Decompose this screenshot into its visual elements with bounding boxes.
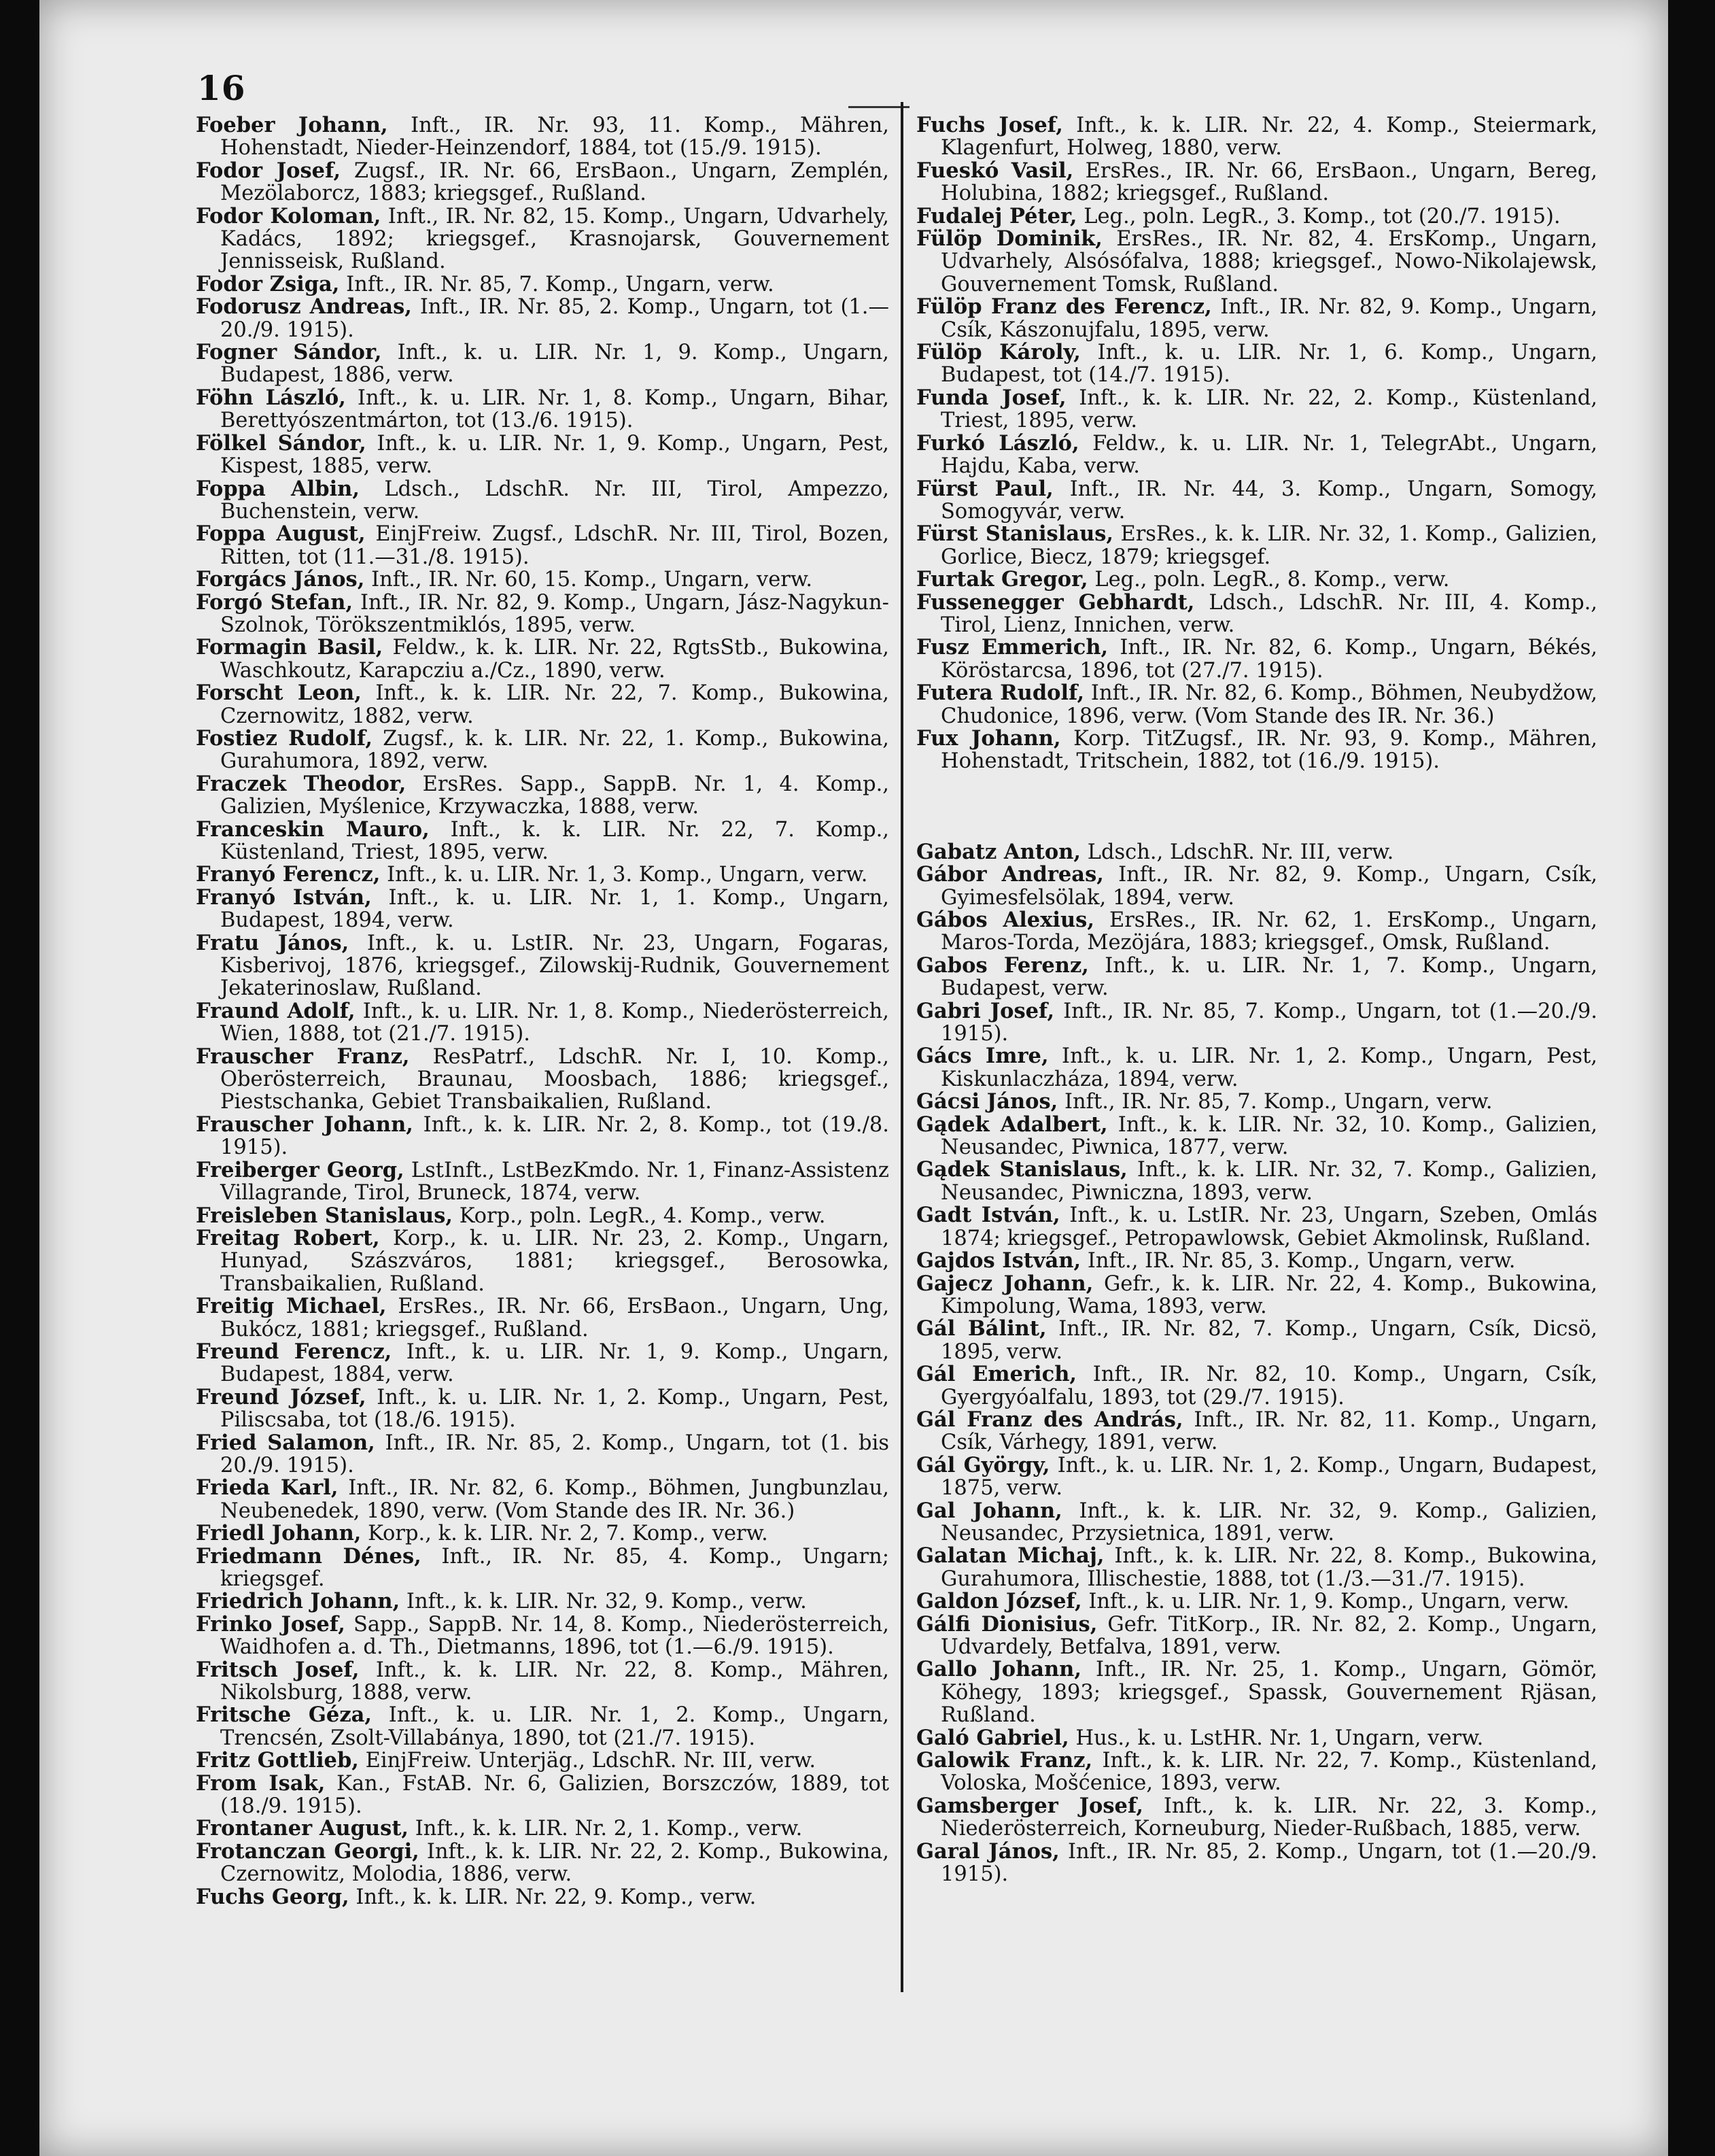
entry	[916, 1838, 1597, 1887]
entry	[916, 228, 1597, 296]
entry-name: Gábor Andreas,	[916, 862, 1104, 887]
entry	[916, 909, 1597, 955]
entry-name: Foppa Albin,	[196, 476, 360, 501]
entry	[196, 725, 889, 774]
entry-name: Galdon József,	[916, 1589, 1082, 1614]
entry	[916, 1727, 1597, 1749]
entry	[196, 341, 889, 387]
entry	[916, 1250, 1597, 1272]
entry-text: Inft., IR. Nr. 85, 7. Komp., Ungarn, verw.	[1064, 1090, 1493, 1114]
entry-text: Inft., IR. Nr. 25, 1. Komp., Ungarn, Gömör, Köhegy, 1893; kriegsgef., Spassk, Gouvernement Rjäsan, Rußland.	[941, 1658, 1598, 1728]
entry-name: Furtak Gregor,	[916, 567, 1088, 592]
entry-name: Gądek Stanislaus,	[916, 1157, 1128, 1182]
entry	[196, 589, 889, 637]
entry-text: Inft., IR. Nr. 82, 10. Komp., Ungarn, Csík, Gyergyóalfalu, 1893, tot (29./7. 1915).	[941, 1363, 1597, 1409]
entry-name: Föhn László,	[196, 385, 346, 410]
entry-name: Forgács János,	[196, 567, 365, 592]
entry-text: Inft., k. k. LIR. Nr. 32, 7. Komp., Galizien, Neusandec, Piwniczna, 1893, verw.	[941, 1158, 1598, 1205]
entry	[916, 1159, 1597, 1204]
entry-text: Inft., k. u. LIR. Nr. 1, 2. Komp., Ungarn, Pest, Kiskunlaczháza, 1894, verw.	[941, 1044, 1597, 1091]
entry-text: Feldw., k. k. LIR. Nr. 22, RgtsStb., Bukowina, Waschkoutz, Karapcziu a./Cz., 1890, verw.	[220, 636, 889, 683]
entry	[196, 636, 889, 682]
entry-name: Freisleben Stanislaus,	[196, 1203, 453, 1228]
entry	[196, 1205, 889, 1227]
entry	[916, 863, 1597, 909]
entry-text: Inft., k. u. LIR. Nr. 1, 2. Komp., Ungarn, Pest, Piliscsaba, tot (18./6. 1915).	[220, 1385, 889, 1433]
left-column	[196, 114, 889, 1909]
entry-name: Fodor Josef,	[196, 158, 341, 183]
entry-text: EinjFreiw. Zugsf., LdschR. Nr. III, Tirol, Bozen, Ritten, tot (11.—31./8. 1915).	[220, 522, 889, 569]
entry	[196, 387, 889, 432]
entry-name: Freund Ferencz,	[196, 1339, 392, 1364]
entry-name: Fritsche Géza,	[196, 1702, 373, 1728]
entry-name: Frontaner August,	[196, 1816, 409, 1841]
entry-name: Fux Johann,	[916, 725, 1061, 751]
entry-name: Frieda Karl,	[196, 1475, 339, 1501]
page-number: 16	[197, 68, 246, 108]
entry-name: Galatan Michaj,	[916, 1543, 1105, 1569]
entry	[916, 1613, 1597, 1659]
entry	[916, 1114, 1597, 1159]
entry-text: Inft., IR. Nr. 82, 6. Komp., Böhmen, Jungbunzlau, Neubenedek, 1890, verw. (Vom Stande des IR. Nr. 36.)	[220, 1476, 889, 1523]
entry	[916, 1749, 1597, 1795]
entry	[916, 589, 1597, 637]
entry-text: Inft., k. k. LIR. Nr. 22, 8. Komp., Bukowina, Gurahumora, Illischestie, 1888, tot (1./3.—31./7. 1915).	[941, 1544, 1597, 1591]
entry	[196, 1227, 889, 1295]
entry-text: Leg., poln. LegR., 8. Komp., verw.	[1094, 568, 1450, 592]
entry-text: Inft., IR. Nr. 85, 2. Komp., Ungarn, tot (1.—20./9. 1915).	[220, 295, 889, 342]
entry	[196, 1749, 889, 1772]
entry	[196, 432, 889, 478]
entry-name: Friedrich Johann,	[196, 1589, 400, 1614]
entry-name: Fuchs Josef,	[916, 113, 1063, 137]
entry	[196, 1046, 889, 1114]
entry-name: Frinko Josef,	[196, 1611, 345, 1637]
entry	[916, 1045, 1597, 1091]
entry-text: Inft., k. k. LIR. Nr. 32, 9. Komp., verw.	[406, 1590, 807, 1614]
entry-text: Inft., IR. Nr. 60, 15. Komp., Ungarn, verw.	[371, 568, 813, 592]
entry	[196, 1522, 889, 1545]
entry-name: Gallo Johann,	[916, 1657, 1081, 1682]
entry-text: Inft., k. k. LIR. Nr. 2, 8. Komp., tot (19./8. 1915).	[220, 1112, 889, 1160]
entry-text: ErsRes., IR. Nr. 66, ErsBaon., Ungarn, Ung, Bukócz, 1881; kriegsgef., Rußland.	[220, 1295, 890, 1341]
entry-name: Franyó Ferencz,	[196, 862, 381, 887]
entry-name: Fodorusz Andreas,	[196, 294, 412, 320]
entry-name: Gál Bálint,	[916, 1316, 1047, 1341]
entry-name: Fritsch Josef,	[196, 1657, 360, 1682]
entry	[916, 1409, 1597, 1454]
entry-text: Leg., poln. LegR., 3. Komp., tot (20./7. 1915).	[1084, 204, 1561, 228]
entry-text: Inft., IR. Nr. 82, 9. Komp., Ungarn, Csík, Kászonujfalu, 1895, verw.	[941, 295, 1597, 342]
entry-name: Fodor Zsiga,	[196, 271, 340, 296]
entry	[916, 114, 1597, 160]
entry	[916, 841, 1597, 863]
entry-name: Galowik Franz,	[916, 1748, 1093, 1773]
entry-name: Freund József,	[196, 1384, 366, 1409]
entry-text: Korp. TitZugsf., IR. Nr. 93, 9. Komp., Mähren, Hohenstadt, Tritschein, 1882, tot (16./9. 1915).	[941, 726, 1597, 774]
entry-text: Inft., k. k. LIR. Nr. 32, 10. Komp., Galizien, Neusandec, Piwnica, 1877, verw.	[941, 1112, 1597, 1160]
entry-name: Fülöp Károly,	[916, 340, 1081, 365]
entry-name: Fodor Koloman,	[196, 203, 381, 228]
entry-name: Fussenegger Gebhardt,	[916, 589, 1195, 615]
entry	[196, 296, 889, 341]
entry-name: Friedmann Dénes,	[196, 1543, 421, 1569]
entry-name: Fuchs Georg,	[196, 1884, 349, 1909]
entry-name: Fusz Emmerich,	[916, 635, 1109, 660]
entry-name: Freitag Robert,	[196, 1225, 380, 1250]
entry-name: Gajdos István,	[916, 1248, 1081, 1273]
entry-name: Galó Gabriel,	[916, 1725, 1069, 1750]
entry-name: Fritz Gottlieb,	[196, 1748, 359, 1773]
entry-name: Fratu János,	[196, 930, 349, 955]
entry	[196, 1817, 889, 1840]
entry-name: Frotanczan Georgi,	[196, 1838, 419, 1864]
entry-text: Gefr., k. k. LIR. Nr. 22, 4. Komp., Bukowina, Kimpolung, Wama, 1893, verw.	[941, 1271, 1597, 1318]
entry-text: Inft., IR. Nr. 85, 4. Komp., Ungarn; kriegsgef.	[220, 1544, 889, 1591]
entry	[196, 1545, 889, 1591]
entry	[196, 819, 889, 864]
entry	[196, 1838, 890, 1887]
entry	[916, 341, 1597, 387]
entry	[196, 205, 889, 273]
entry-text: Inft., IR. Nr. 82, 7. Komp., Ungarn, Csík, Dicsö, 1895, verw.	[941, 1317, 1597, 1364]
entry	[196, 1159, 889, 1205]
entry	[196, 1659, 889, 1705]
entry-name: Foppa August,	[196, 521, 366, 547]
entry	[916, 725, 1597, 774]
entry-name: Gál Franz des András,	[916, 1407, 1183, 1432]
entry	[196, 1295, 889, 1341]
entry-text: Inft., IR. Nr. 85, 7. Komp., Ungarn, tot (1.—20./9. 1915).	[941, 999, 1597, 1046]
entry-name: Franceskin Mauro,	[196, 817, 430, 842]
entry-name: Freiberger Georg,	[196, 1157, 404, 1182]
entry-text: Ldsch., LdschR. Nr. III, 4. Komp., Tirol, Lienz, Innichen, verw.	[941, 590, 1597, 637]
entry-name: Garal János,	[916, 1838, 1060, 1864]
entry	[916, 205, 1597, 228]
entry-text: Inft., IR. Nr. 82, 6. Komp., Ungarn, Békés, Köröstarcsa, 1896, tot (27./7. 1915).	[941, 636, 1597, 683]
entry-text: Inft., IR. Nr. 82, 11. Komp., Ungarn, Csík, Várhegy, 1891, verw.	[941, 1407, 1597, 1455]
entry-name: Formagin Basil,	[196, 635, 383, 660]
entry-text: Inft., IR. Nr. 82, 9. Komp., Ungarn, Jász-Nagykun-Szolnok, Törökszentmiklós, 1895, verw.	[220, 590, 889, 637]
entry-name: Gács Imre,	[916, 1044, 1049, 1069]
entry	[196, 523, 889, 568]
entry-text: ErsRes. Sapp., SappB. Nr. 1, 4. Komp., Galizien, Myślenice, Krzywaczka, 1888, verw.	[220, 772, 889, 819]
entry-text: ErsRes., IR. Nr. 82, 4. ErsKomp., Ungarn, Udvarhely, Alsósófalva, 1888; kriegsgef., Nowo-Nikolajewsk, Gouvernement Tomsk, Rußland.	[941, 227, 1597, 296]
entry-text: Inft., k. k. LIR. Nr. 22, 7. Komp., Küstenland, Triest, 1895, verw.	[220, 817, 889, 864]
entry-text: Inft., k. k. LIR. Nr. 22, 3. Komp., Niederösterreich, Korneuburg, Nieder-Rußbach, 1885, verw.	[941, 1794, 1597, 1841]
entry	[196, 1341, 889, 1386]
entry-text: Inft., k. k. LIR. Nr. 22, 7. Komp., Küstenland, Voloska, Mošćenice, 1893, verw.	[941, 1749, 1598, 1796]
entry-text: Inft., k. k. LIR. Nr. 22, 4. Komp., Steiermark, Klagenfurt, Holweg, 1880, verw.	[941, 114, 1597, 160]
entry-text: ErsRes., IR. Nr. 66, ErsBaon., Ungarn, Bereg, Holubina, 1882; kriegsgef., Rußland.	[941, 158, 1597, 206]
entry-text: Inft., k. u. LIR. Nr. 1, 9. Komp., Ungarn, Pest, Kispest, 1885, verw.	[220, 431, 890, 479]
entry-name: Futera Rudolf,	[916, 681, 1085, 706]
entry-name: Fueskó Vasil,	[916, 158, 1074, 183]
entry	[916, 1658, 1597, 1726]
entry-text: Inft., k. k. LIR. Nr. 22, 2. Komp., Bukowina, Czernowitz, Molodia, 1886, verw.	[220, 1839, 890, 1887]
entry	[196, 1704, 889, 1749]
entry	[916, 1454, 1597, 1500]
entry-name: Fürst Stanislaus,	[916, 521, 1114, 547]
entry	[196, 1886, 889, 1909]
entry	[196, 682, 889, 728]
entry-text: Inft., k. u. LIR. Nr. 1, 9. Komp., Ungarn, Budapest, 1884, verw.	[220, 1339, 889, 1387]
entry	[916, 1795, 1597, 1841]
entry-name: Gabri Josef,	[916, 998, 1055, 1023]
entry-text: Zugsf., IR. Nr. 66, ErsBaon., Ungarn, Zemplén, Mezölaborcz, 1883; kriegsgef., Rußland.	[220, 158, 889, 206]
entry-name: Fraczek Theodor,	[196, 771, 406, 796]
entry-name: Gabatz Anton,	[916, 839, 1081, 864]
entry-name: Fried Salamon,	[196, 1430, 375, 1455]
letter-section-gap	[916, 773, 1597, 841]
entry-text: Sapp., SappB. Nr. 14, 8. Komp., Niederösterreich, Waidhofen a. d. Th., Dietmanns, 1896, tot (1.—6./9. 1915).	[220, 1612, 889, 1660]
entry-text: Gefr. TitKorp., IR. Nr. 82, 2. Komp., Ungarn, Udvardely, Betfalva, 1891, verw.	[941, 1612, 1598, 1659]
entry-text: Inft., k. u. LIR. Nr. 1, 1. Komp., Ungarn, Budapest, 1894, verw.	[220, 885, 889, 933]
entry	[196, 114, 889, 160]
entry	[916, 1363, 1597, 1409]
entry-text: Inft., k. u. LIR. Nr. 1, 2. Komp., Ungarn, Budapest, 1875, verw.	[941, 1453, 1597, 1501]
entry-text: Korp., poln. LegR., 4. Komp., verw.	[459, 1203, 826, 1228]
entry-text: Inft., IR. Nr. 85, 3. Komp., Ungarn, verw.	[1087, 1249, 1516, 1273]
entry-text: EinjFreiw. Unterjäg., LdschR. Nr. III, verw.	[365, 1749, 816, 1773]
entry	[916, 432, 1597, 478]
entry-text: Inft., k. u. LIR. Nr. 1, 8. Komp., Ungarn, Bihar, Berettyószentmárton, tot (13./6. 1915).	[220, 386, 889, 433]
entry-text: LstInft., LstBezKmdo. Nr. 1, Finanz-Assistenz Villagrande, Tirol, Bruneck, 1874, verw.	[220, 1158, 889, 1205]
entry-name: Frauscher Johann,	[196, 1112, 413, 1137]
entry-text: Inft., k. u. LIR. Nr. 1, 3. Komp., Ungarn, verw.	[387, 863, 868, 887]
entry-text: ErsRes., k. k. LIR. Nr. 32, 1. Komp., Galizien, Gorlice, Biecz, 1879; kriegsgef.	[941, 522, 1597, 569]
entry	[916, 1273, 1597, 1318]
entry	[196, 160, 889, 205]
entry	[916, 296, 1597, 341]
entry-text: Ldsch., LdschR. Nr. III, Tirol, Ampezzo, Buchenstein, verw.	[220, 477, 889, 524]
entry-name: Gamsberger Josef,	[916, 1793, 1144, 1818]
entry-name: Gácsi János,	[916, 1089, 1058, 1114]
entry-text: Inft., IR. Nr. 44, 3. Komp., Ungarn, Somogy, Somogyvár, verw.	[941, 477, 1598, 524]
entry-name: Forscht Leon,	[196, 681, 362, 706]
entry-text: Inft., IR. Nr. 82, 15. Komp., Ungarn, Udvarhely, Kadács, 1892; kriegsgef., Krasnojarsk, Gouvernement Jennisseisk, Rußland.	[220, 204, 889, 274]
entry	[196, 568, 889, 591]
entry	[196, 1114, 889, 1159]
entry-name: Fraund Adolf,	[196, 998, 356, 1023]
entry-name: Funda Josef,	[916, 385, 1067, 410]
entry-name: Furkó László,	[916, 430, 1079, 456]
entry-name: Gądek Adalbert,	[916, 1112, 1108, 1137]
entry	[196, 863, 889, 886]
entry-text: Inft., k. u. LIR. Nr. 1, 9. Komp., Ungarn, verw.	[1088, 1590, 1570, 1614]
entry	[916, 1545, 1597, 1590]
entry	[916, 568, 1597, 591]
entry	[196, 1770, 889, 1819]
entry	[196, 1000, 889, 1046]
entry-name: Fölkel Sándor,	[196, 430, 366, 456]
entry	[196, 1613, 889, 1659]
entry-text: Inft., k. k. LIR. Nr. 2, 1. Komp., verw.	[415, 1817, 803, 1841]
entry-name: Forgó Stefan,	[196, 589, 353, 615]
entry-text: Inft., k. u. LIR. Nr. 1, 7. Komp., Ungarn, Budapest, verw.	[941, 953, 1597, 1001]
entry-text: Inft., IR. Nr. 85, 2. Komp., Ungarn, tot (1. bis 20./9. 1915).	[220, 1431, 889, 1477]
entry-text: Inft., k. u. LstIR. Nr. 23, Ungarn, Szeben, Omlás 1874; kriegsgef., Petropawlowsk, Gebiet Akmolinsk, Rußland.	[941, 1203, 1597, 1250]
entry-name: Gábos Alexius,	[916, 908, 1094, 932]
entry	[916, 1091, 1597, 1113]
entry	[916, 523, 1597, 568]
entry-text: Inft., k. u. LIR. Nr. 1, 9. Komp., Ungarn, Budapest, 1886, verw.	[220, 341, 889, 388]
entry-name: Frauscher Franz,	[196, 1044, 410, 1069]
entry-text: Korp., k. u. LIR. Nr. 23, 2. Komp., Ungarn, Hunyad, Szászváros, 1881; kriegsgef., Berosowka, Transbaikalien, Rußland.	[220, 1226, 890, 1296]
entry-text: Inft., k. u. LIR. Nr. 1, 8. Komp., Niederösterreich, Wien, 1888, tot (21./7. 1915).	[220, 999, 889, 1046]
entry	[916, 636, 1597, 682]
entry	[916, 160, 1597, 205]
entry-text: Feldw., k. u. LIR. Nr. 1, TelegrAbt., Ungarn, Hajdu, Kaba, verw.	[941, 431, 1597, 479]
entry	[196, 1386, 889, 1432]
entry-name: Fogner Sándor,	[196, 340, 382, 365]
entry-text: Zugsf., k. k. LIR. Nr. 22, 1. Komp., Bukowina, Gurahumora, 1892, verw.	[220, 726, 889, 774]
entry-name: From Isak,	[196, 1770, 326, 1796]
entry	[196, 773, 889, 819]
entry-text: Inft., IR. Nr. 93, 11. Komp., Mähren, Hohenstadt, Nieder-Heinzendorf, 1884, tot (15./9. 1915).	[220, 114, 889, 160]
entry-name: Fülöp Dominik,	[916, 226, 1103, 252]
entry	[916, 1204, 1597, 1250]
column-divider	[901, 102, 903, 1992]
entry-name: Gal Johann,	[916, 1498, 1062, 1523]
entry-name: Fürst Paul,	[916, 476, 1054, 501]
entry	[196, 1477, 889, 1522]
entry	[916, 682, 1597, 728]
entry	[916, 387, 1597, 432]
entry-name: Franyó István,	[196, 885, 372, 910]
entry-text: Inft., k. u. LIR. Nr. 1, 6. Komp., Ungarn, Budapest, tot (14./7. 1915).	[941, 341, 1597, 388]
entry	[916, 1590, 1597, 1613]
entry	[916, 1318, 1597, 1363]
entry-text: Inft., IR. Nr. 82, 9. Komp., Ungarn, Csík, Gyimesfelsölak, 1894, verw.	[941, 863, 1598, 910]
entry-text: Kan., FstAB. Nr. 6, Galizien, Borszczów, 1889, tot (18./9. 1915).	[220, 1771, 889, 1819]
entry-text: Inft., k. k. LIR. Nr. 22, 9. Komp., verw.	[356, 1885, 757, 1909]
entry-name: Fülöp Franz des Ferencz,	[916, 294, 1212, 320]
entry	[196, 478, 889, 524]
entry-text: Ldsch., LdschR. Nr. III, verw.	[1087, 840, 1394, 864]
entry-name: Gabos Ferenz,	[916, 953, 1089, 978]
entry	[196, 1590, 889, 1613]
entry-text: Inft., k. k. LIR. Nr. 22, 7. Komp., Bukowina, Czernowitz, 1882, verw.	[220, 681, 889, 728]
entry-text: Hus., k. u. LstHR. Nr. 1, Ungarn, verw.	[1075, 1726, 1484, 1750]
entry	[196, 273, 889, 296]
entry	[916, 478, 1597, 524]
entry-text: Inft., k. k. LIR. Nr. 22, 2. Komp., Küstenland, Triest, 1895, verw.	[941, 386, 1598, 433]
entry-name: Freitig Michael,	[196, 1294, 387, 1319]
entry	[196, 887, 889, 932]
entry-name: Gál Emerich,	[916, 1362, 1077, 1387]
scanned-page	[39, 0, 1668, 2156]
entry	[916, 1500, 1597, 1545]
entry-text: ResPatrf., LdschR. Nr. I, 10. Komp., Oberösterreich, Braunau, Moosbach, 1886; kriegsgef., Piestschanka, Gebiet Transbaikalien, Rußland.	[220, 1044, 889, 1114]
entry-text: Inft., k. u. LIR. Nr. 1, 2. Komp., Ungarn, Trencsén, Zsolt-Villabánya, 1890, tot (21./7. 1915).	[220, 1703, 889, 1750]
entry	[196, 1432, 889, 1477]
entry-name: Gál György,	[916, 1452, 1050, 1477]
entry-name: Fudalej Péter,	[916, 203, 1077, 228]
entry-name: Gadt István,	[916, 1203, 1060, 1228]
entry-text: Inft., k. k. LIR. Nr. 32, 9. Komp., Galizien, Neusandec, Przysietnica, 1891, verw.	[941, 1499, 1598, 1545]
entry-text: Inft., IR. Nr. 82, 6. Komp., Böhmen, Neubydžow, Chudonice, 1896, verw. (Vom Stande des IR. Nr. 36.)	[941, 681, 1597, 728]
entry-name: Gajecz Johann,	[916, 1271, 1094, 1296]
entry-name: Fostiez Rudolf,	[196, 725, 373, 751]
entry-text: Inft., k. u. LstIR. Nr. 23, Ungarn, Fogaras, Kisberivoj, 1876, kriegsgef., Zilowskij-Rudnik, Gouvernement Jekaterinoslaw, Rußland.	[220, 931, 889, 1001]
entry	[916, 955, 1597, 1000]
entry-text: Inft., k. k. LIR. Nr. 22, 8. Komp., Mähren, Nikolsburg, 1888, verw.	[220, 1658, 889, 1705]
entry	[196, 932, 889, 1000]
entry	[916, 1000, 1597, 1046]
entry-name: Foeber Johann,	[196, 113, 388, 137]
entry-text: ErsRes., IR. Nr. 62, 1. ErsKomp., Ungarn, Maros-Torda, Mezöjára, 1883; kriegsgef., Omsk, Rußland.	[941, 908, 1597, 955]
right-column	[916, 114, 1597, 1885]
entry-name: Friedl Johann,	[196, 1521, 362, 1546]
entry-name: Gálfi Dionisius,	[916, 1611, 1098, 1637]
entry-text: Inft., IR. Nr. 85, 7. Komp., Ungarn, verw.	[346, 272, 774, 296]
entry-text: Korp., k. k. LIR. Nr. 2, 7. Komp., verw.	[368, 1522, 768, 1546]
entry-text: Inft., IR. Nr. 85, 2. Komp., Ungarn, tot (1.—20./9. 1915).	[941, 1839, 1597, 1887]
